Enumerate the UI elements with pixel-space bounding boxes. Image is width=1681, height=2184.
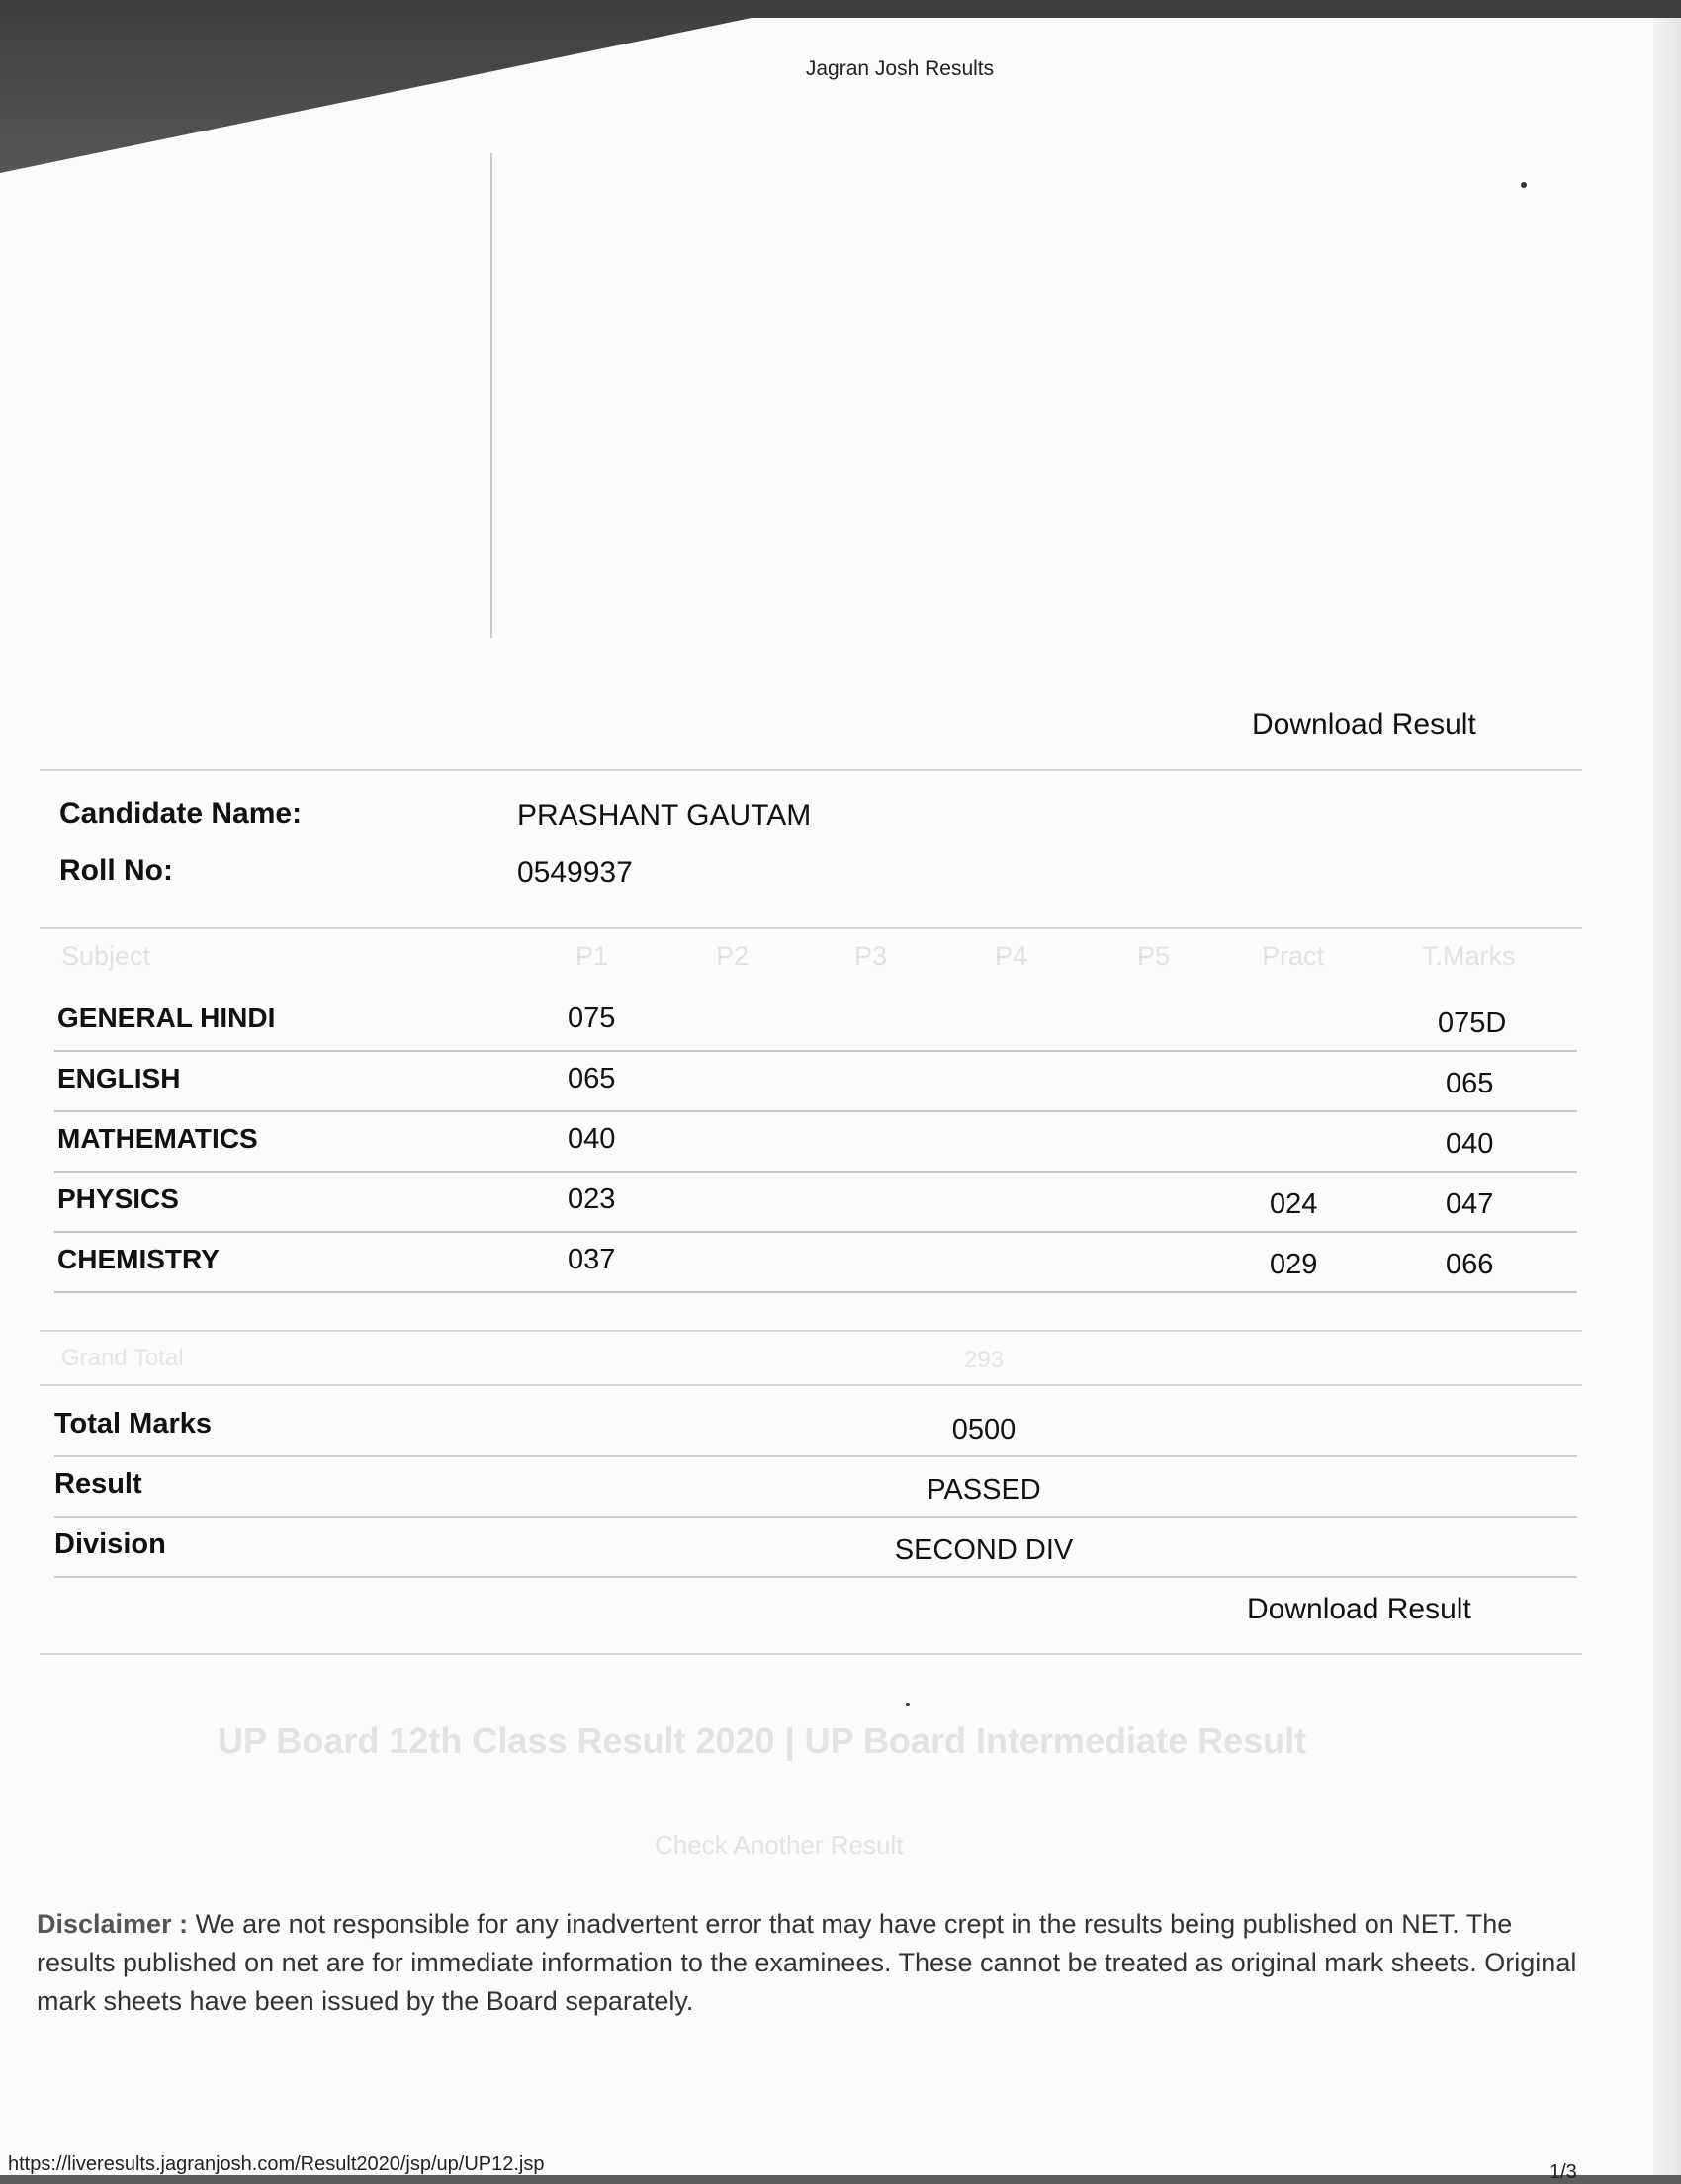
row-divider xyxy=(54,1291,1577,1293)
page-edge-shadow xyxy=(1653,18,1681,2175)
divider xyxy=(40,1330,1582,1332)
subject-p1-marks: 065 xyxy=(568,1063,616,1094)
subject-pract-marks: 024 xyxy=(1270,1188,1318,1220)
download-result-link-bottom[interactable]: Download Result xyxy=(1247,1593,1471,1625)
division-row xyxy=(54,1529,1577,1588)
table-row xyxy=(54,1003,1577,1062)
candidate-name-value: PRASHANT GAUTAM xyxy=(517,799,812,831)
col-header-tmarks: T.Marks xyxy=(1422,941,1516,971)
col-header-p5: P5 xyxy=(1137,941,1171,971)
row-divider xyxy=(54,1231,1577,1233)
row-divider xyxy=(54,1171,1577,1173)
scan-speck xyxy=(1521,182,1527,188)
disclaimer-label: Disclaimer : xyxy=(37,1909,189,1939)
check-another-result-link[interactable]: Check Another Result xyxy=(655,1830,904,1860)
faint-grand-total-label: Grand Total xyxy=(61,1345,184,1371)
divider xyxy=(40,1384,1582,1386)
subject-name: GENERAL HINDI xyxy=(57,1003,276,1033)
subject-total-marks: 066 xyxy=(1446,1249,1494,1280)
subject-total-marks: 047 xyxy=(1446,1188,1494,1220)
footer-page-url: https://liveresults.jagranjosh.com/Result2020/jsp/up/UP12.jsp xyxy=(8,2153,545,2175)
result-value: PASSED xyxy=(927,1474,1041,1506)
row-divider xyxy=(54,1110,1577,1112)
disclaimer-body: We are not responsible for any inadvertent error that may have crept in the results being published on NET. The results published on net are for immediate information to the examinees. These cannot be treated as original mark sheets. Original mark sheets have been issued by the Board separately. xyxy=(37,1909,1577,2016)
roll-no-label: Roll No: xyxy=(59,854,173,887)
subject-pract-marks: 029 xyxy=(1270,1249,1318,1280)
row-divider xyxy=(54,1050,1577,1052)
disclaimer-text xyxy=(37,1905,1579,2021)
subject-name: PHYSICS xyxy=(57,1183,179,1214)
subject-name: CHEMISTRY xyxy=(57,1244,220,1274)
result-label: Result xyxy=(54,1468,142,1500)
subject-total-marks: 040 xyxy=(1446,1128,1494,1160)
table-row xyxy=(54,1183,1577,1243)
result-row xyxy=(54,1468,1577,1528)
roll-no-value: 0549937 xyxy=(517,856,633,889)
subject-name: ENGLISH xyxy=(57,1063,181,1093)
total-marks-value: 0500 xyxy=(951,1414,1017,1445)
subject-total-marks: 065 xyxy=(1446,1068,1494,1099)
divider xyxy=(40,1653,1582,1655)
faded-result-heading-link[interactable]: UP Board 12th Class Result 2020 | UP Board Intermediate Result xyxy=(218,1720,1307,1761)
faint-grand-total-value: 293 xyxy=(964,1347,1005,1373)
col-header-p1: P1 xyxy=(575,941,609,971)
col-header-subject: Subject xyxy=(61,941,151,971)
division-label: Division xyxy=(54,1529,166,1560)
total-marks-label: Total Marks xyxy=(54,1408,213,1440)
scan-speck xyxy=(906,1703,910,1706)
footer-page-number: 1/3 xyxy=(1549,2161,1577,2183)
subject-name: MATHEMATICS xyxy=(57,1123,258,1154)
subject-p1-marks: 023 xyxy=(568,1183,616,1215)
page-header-title: Jagran Josh Results xyxy=(805,57,995,80)
row-divider xyxy=(54,1576,1577,1578)
divider xyxy=(40,769,1582,771)
division-value: SECOND DIV xyxy=(894,1534,1074,1566)
download-result-link-top[interactable]: Download Result xyxy=(1252,708,1476,741)
candidate-name-label: Candidate Name: xyxy=(59,797,303,830)
subject-p1-marks: 040 xyxy=(568,1123,616,1155)
col-header-p3: P3 xyxy=(854,941,888,971)
row-divider xyxy=(54,1516,1577,1518)
col-header-p2: P2 xyxy=(716,941,750,971)
subject-p1-marks: 037 xyxy=(568,1244,616,1275)
subject-total-marks: 075D xyxy=(1438,1007,1507,1039)
table-row xyxy=(54,1063,1577,1122)
table-row xyxy=(54,1244,1577,1303)
col-header-p4: P4 xyxy=(995,941,1028,971)
total-marks-row xyxy=(54,1408,1577,1467)
empty-frame-border xyxy=(490,153,492,638)
divider xyxy=(40,927,1582,929)
col-header-pract: Pract xyxy=(1262,941,1325,971)
subject-p1-marks: 075 xyxy=(568,1003,616,1034)
row-divider xyxy=(54,1455,1577,1457)
table-row xyxy=(54,1123,1577,1182)
